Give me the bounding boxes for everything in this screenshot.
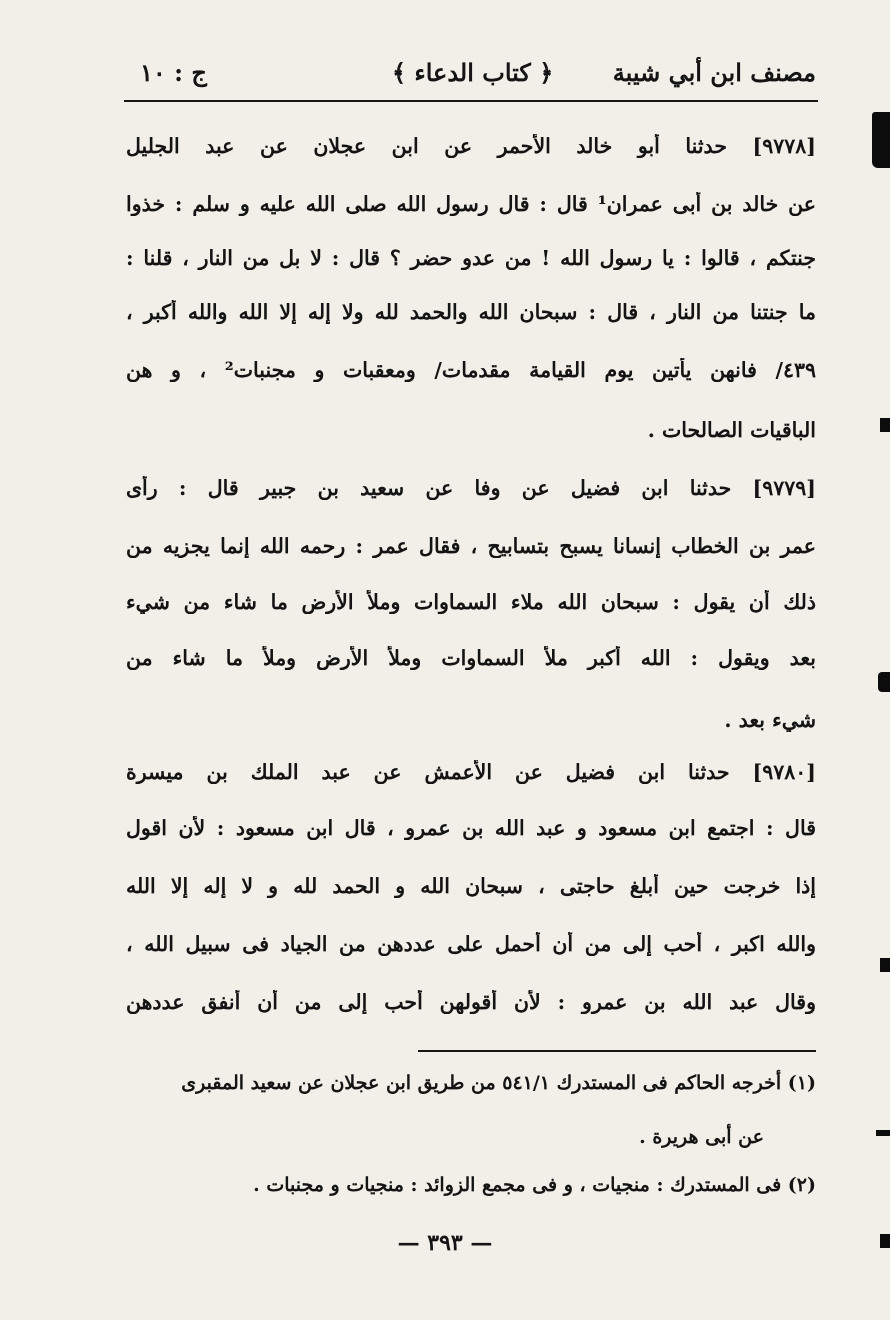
scan-edge-mark bbox=[880, 958, 890, 972]
section-title: ﴿ كتاب الدعاء ﴾ bbox=[392, 58, 554, 87]
text-line: ٤٣٩/ فانهن يأتين يوم القيامة مقدمات/ ومعقبات و مجنبات² ، و هن bbox=[126, 358, 816, 382]
text-line: [٩٧٧٩] حدثنا ابن فضيل عن وفا عن سعيد بن جبير قال : رأى bbox=[126, 476, 816, 500]
footnote: (٢) فى المستدرك : منجيات ، و فى مجمع الزوائد : منجيات و مجنبات . bbox=[253, 1174, 816, 1196]
text-line: [٩٧٧٨] حدثنا أبو خالد الأحمر عن ابن عجلان عن عبد الجليل bbox=[126, 134, 816, 158]
footnote: (١) أخرجه الحاكم فى المستدرك ٥٤١/١ من طريق ابن عجلان عن سعيد المقبرى bbox=[181, 1072, 816, 1094]
text-line: جنتكم ، قالوا : يا رسول الله ! من عدو حضر ؟ قال : لا بل من النار ، قلنا : bbox=[126, 246, 816, 270]
text-line: ذلك أن يقول : سبحان الله ملاء السماوات وملأ الأرض ما شاء من شيء bbox=[126, 590, 816, 614]
scan-edge-mark bbox=[872, 112, 890, 168]
text-line: إذا خرجت حين أبلغ حاجتى ، سبحان الله و الحمد لله و لا إله إلا الله bbox=[126, 874, 816, 898]
footnote-rule bbox=[418, 1050, 816, 1052]
text-line: قال : اجتمع ابن مسعود و عبد الله بن عمرو ، قال ابن مسعود : لأن اقول bbox=[126, 816, 816, 840]
text-line: [٩٧٨٠] حدثنا ابن فضيل عن الأعمش عن عبد الملك بن ميسرة bbox=[126, 760, 816, 784]
text-line: بعد ويقول : الله أكبر ملأ السماوات وملأ الأرض وملأ ما شاء من bbox=[126, 646, 816, 670]
page-number: — ٣٩٣ — bbox=[397, 1230, 493, 1256]
scan-edge-mark bbox=[876, 1130, 890, 1136]
text-line: والله اكبر ، أحب إلى من أن أحمل على عددهن من الجياد فى سبيل الله ، bbox=[126, 932, 816, 956]
volume-number: ج : ١٠ bbox=[140, 58, 207, 87]
text-line: الباقيات الصالحات . bbox=[647, 418, 816, 442]
scan-edge-mark bbox=[878, 672, 890, 692]
text-line: عمر بن الخطاب إنسانا يسبح بتسابيح ، فقال عمر : رحمه الله إنما يجزيه من bbox=[126, 534, 816, 558]
scan-edge-mark bbox=[880, 1234, 890, 1248]
header-rule bbox=[124, 100, 818, 102]
footnote-continuation: عن أبى هريرة . bbox=[639, 1126, 764, 1148]
text-line: ما جنتنا من النار ، قال : سبحان الله والحمد لله ولا إله إلا الله والله أكبر ، bbox=[126, 300, 816, 324]
scan-edge-mark bbox=[880, 418, 890, 432]
text-line: عن خالد بن أبى عمران¹ قال : قال رسول الله صلى الله عليه و سلم : خذوا bbox=[126, 192, 816, 216]
text-line: شيء بعد . bbox=[724, 708, 816, 732]
book-title: مصنف ابن أبي شيبة bbox=[612, 58, 816, 87]
text-line: وقال عبد الله بن عمرو : لأن أقولهن أحب إلى من أن أنفق عددهن bbox=[126, 990, 816, 1014]
